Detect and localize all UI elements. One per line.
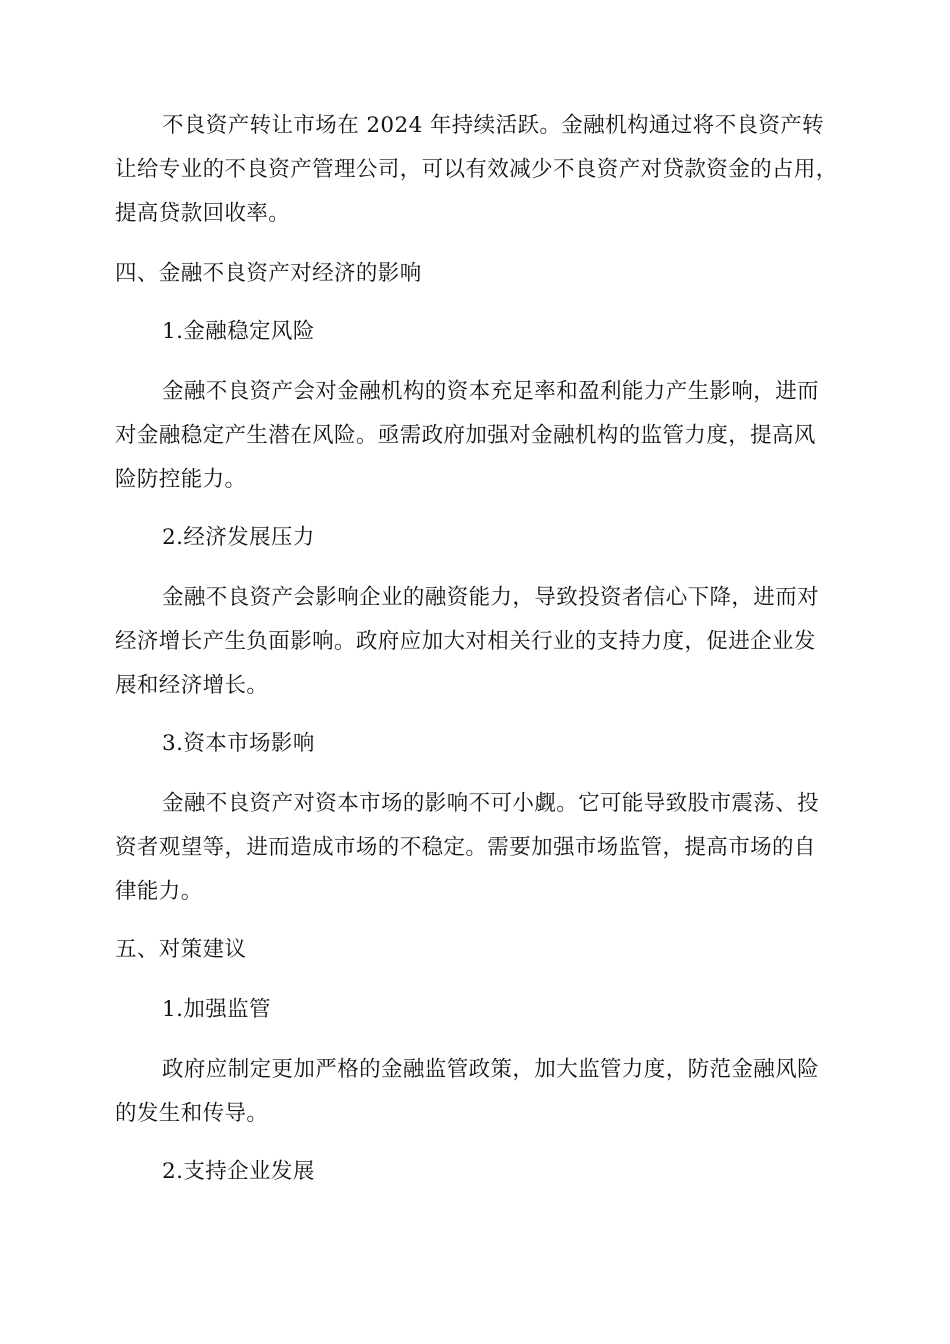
section-heading: 四、金融不良资产对经济的影响 [115,261,422,286]
paragraph-line: 政府应制定更加严格的金融监管政策，加大监管力度，防范金融风险 [162,1057,820,1082]
paragraph-line: 经济增长产生负面影响。政府应加大对相关行业的支持力度，促进企业发 [115,629,816,654]
paragraph-line: 资者观望等，进而造成市场的不稳定。需要加强市场监管，提高市场的自 [115,835,816,860]
paragraph-line: 展和经济增长。 [115,673,269,698]
subsection-heading: 3.资本市场影响 [162,731,315,756]
subsection-heading: 2.经济发展压力 [162,525,315,550]
paragraph-line: 的发生和传导。 [115,1101,269,1126]
paragraph-line: 险防控能力。 [115,467,247,492]
paragraph-line: 不良资产转让市场在 2024 年持续活跃。金融机构通过将不良资产转 [162,113,825,138]
paragraph-line: 提高贷款回收率。 [115,201,291,226]
paragraph-line: 金融不良资产对资本市场的影响不可小觑。它可能导致股市震荡、投 [162,791,820,816]
section-heading: 五、对策建议 [115,937,247,962]
subsection-heading: 1.金融稳定风险 [162,319,315,344]
subsection-heading: 1.加强监管 [162,997,271,1022]
paragraph-line: 让给专业的不良资产管理公司，可以有效减少不良资产对贷款资金的占用， [115,157,838,182]
paragraph-line: 金融不良资产会对金融机构的资本充足率和盈利能力产生影响，进而 [162,379,820,404]
subsection-heading: 2.支持企业发展 [162,1159,315,1184]
paragraph-line: 对金融稳定产生潜在风险。亟需政府加强对金融机构的监管力度，提高风 [115,423,816,448]
paragraph-line: 律能力。 [115,879,203,904]
paragraph-line: 金融不良资产会影响企业的融资能力，导致投资者信心下降，进而对 [162,585,820,610]
